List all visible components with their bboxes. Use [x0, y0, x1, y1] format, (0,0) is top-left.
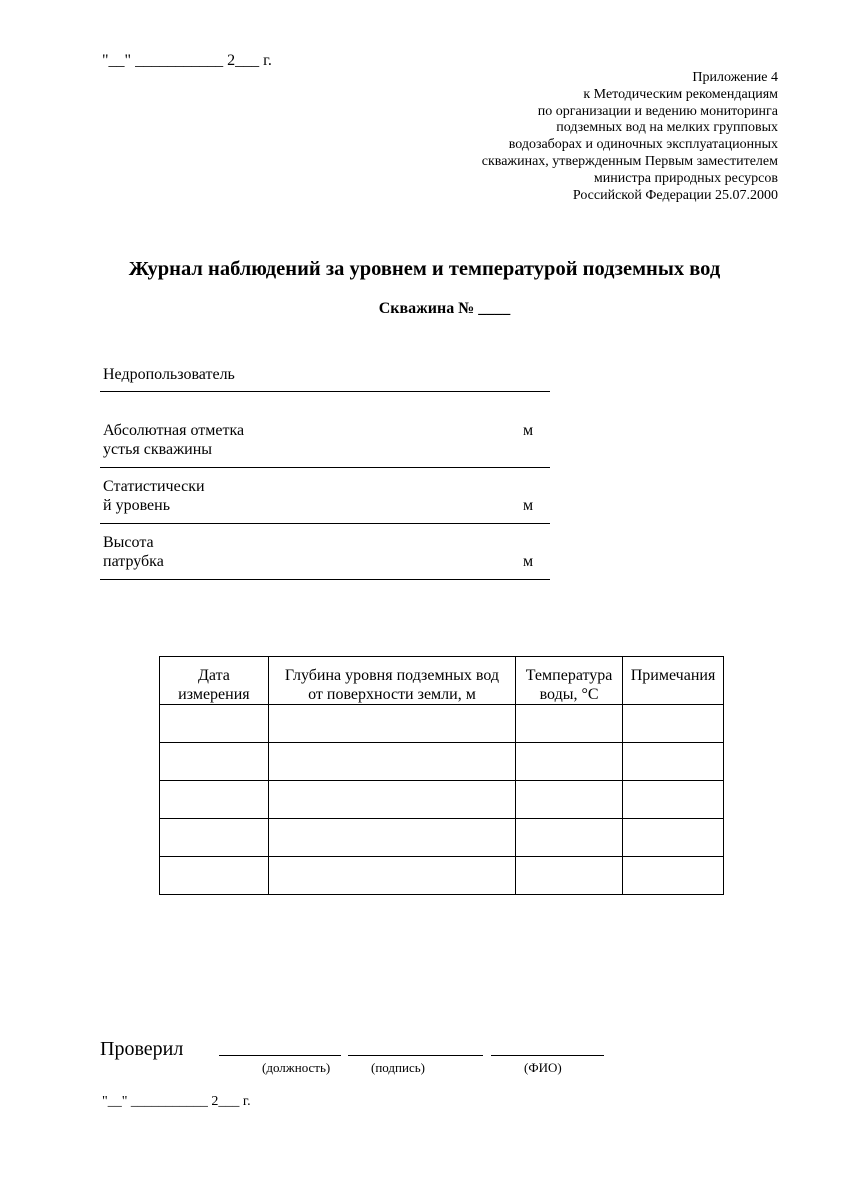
table-row	[160, 857, 724, 895]
table-row	[160, 819, 724, 857]
signature-line[interactable]	[348, 1055, 483, 1056]
table-row	[160, 705, 724, 743]
observation-table	[159, 656, 724, 895]
col-header-temp-line1: Температура	[525, 667, 613, 684]
table-cell[interactable]	[160, 705, 269, 743]
name-caption: (ФИО)	[524, 1060, 562, 1075]
abs-mark-label-line1: Абсолютная отметка	[103, 422, 245, 439]
pipe-height-label-line1: Высота	[103, 534, 154, 551]
position-caption: (должность)	[262, 1060, 331, 1075]
table-cell[interactable]	[516, 743, 623, 781]
table-cell[interactable]	[516, 857, 623, 895]
appendix-line: водозаборах и одиночных эксплуатационных	[508, 137, 778, 153]
checked-by-label: Проверил	[100, 1038, 184, 1060]
table-cell[interactable]	[623, 857, 724, 895]
pipe-height-field[interactable]	[100, 533, 550, 580]
appendix-note	[338, 70, 778, 204]
subsoil-user-field[interactable]	[100, 365, 550, 392]
table-cell[interactable]	[516, 705, 623, 743]
table-cell[interactable]	[623, 781, 724, 819]
table-cell[interactable]	[623, 743, 724, 781]
table-cell[interactable]	[516, 819, 623, 857]
header-date-template: "__" ___________ 2___ г.	[102, 52, 272, 69]
col-header-temperature	[516, 657, 623, 705]
abs-mark-label-line2: устья скважины	[103, 441, 212, 458]
appendix-line: Российской Федерации 25.07.2000	[572, 187, 778, 203]
name-line[interactable]	[491, 1055, 604, 1056]
appendix-line: к Методическим рекомендациям	[583, 86, 778, 102]
signature-caption: (подпись)	[371, 1060, 425, 1075]
abs-mark-unit: м	[523, 422, 534, 439]
table-cell[interactable]	[268, 743, 515, 781]
col-header-depth-line1: Глубина уровня подземных вод	[284, 667, 500, 684]
static-level-label-line1: Статистически	[103, 478, 205, 495]
col-header-notes	[623, 657, 724, 705]
table-cell[interactable]	[516, 781, 623, 819]
table-cell[interactable]	[160, 819, 269, 857]
table-header-row	[160, 657, 724, 705]
static-level-unit: м	[523, 497, 534, 514]
static-level-label-line2: й уровень	[103, 497, 170, 514]
appendix-line: по организации и ведению мониторинга	[537, 103, 778, 119]
appendix-line: министра природных ресурсов	[593, 170, 778, 186]
col-header-date-line1: Дата	[197, 667, 230, 684]
table-cell[interactable]	[623, 705, 724, 743]
appendix-line: Приложение 4	[692, 70, 778, 85]
col-header-date	[160, 657, 269, 705]
footer-date-template: "__" ___________ 2___ г.	[102, 1094, 251, 1109]
document-title: Журнал наблюдений за уровнем и температурой подземных вод	[128, 258, 721, 280]
subsoil-user-label: Недропользователь	[103, 366, 235, 383]
appendix-line: подземных вод на мелких групповых	[556, 120, 778, 136]
table-cell[interactable]	[623, 819, 724, 857]
pipe-height-unit: м	[523, 553, 534, 570]
col-header-depth	[268, 657, 515, 705]
table-cell[interactable]	[268, 781, 515, 819]
appendix-line: скважинах, утвержденным Первым заместителем	[481, 153, 778, 169]
abs-mark-field[interactable]	[100, 421, 550, 468]
table-cell[interactable]	[160, 743, 269, 781]
table-cell[interactable]	[160, 857, 269, 895]
table-cell[interactable]	[160, 781, 269, 819]
col-header-depth-line2: от поверхности земли, м	[308, 686, 476, 703]
pipe-height-label-line2: патрубка	[103, 553, 164, 570]
col-header-notes-text: Примечания	[630, 667, 716, 684]
position-line[interactable]	[219, 1055, 341, 1056]
col-header-date-line2: измерения	[178, 686, 250, 703]
table-cell[interactable]	[268, 705, 515, 743]
col-header-temp-line2: воды, °С	[539, 686, 599, 703]
table-cell[interactable]	[268, 857, 515, 895]
static-level-field[interactable]	[100, 477, 550, 524]
table-cell[interactable]	[268, 819, 515, 857]
well-number-label: Скважина № ____	[378, 300, 511, 317]
table-row	[160, 781, 724, 819]
table-row	[160, 743, 724, 781]
